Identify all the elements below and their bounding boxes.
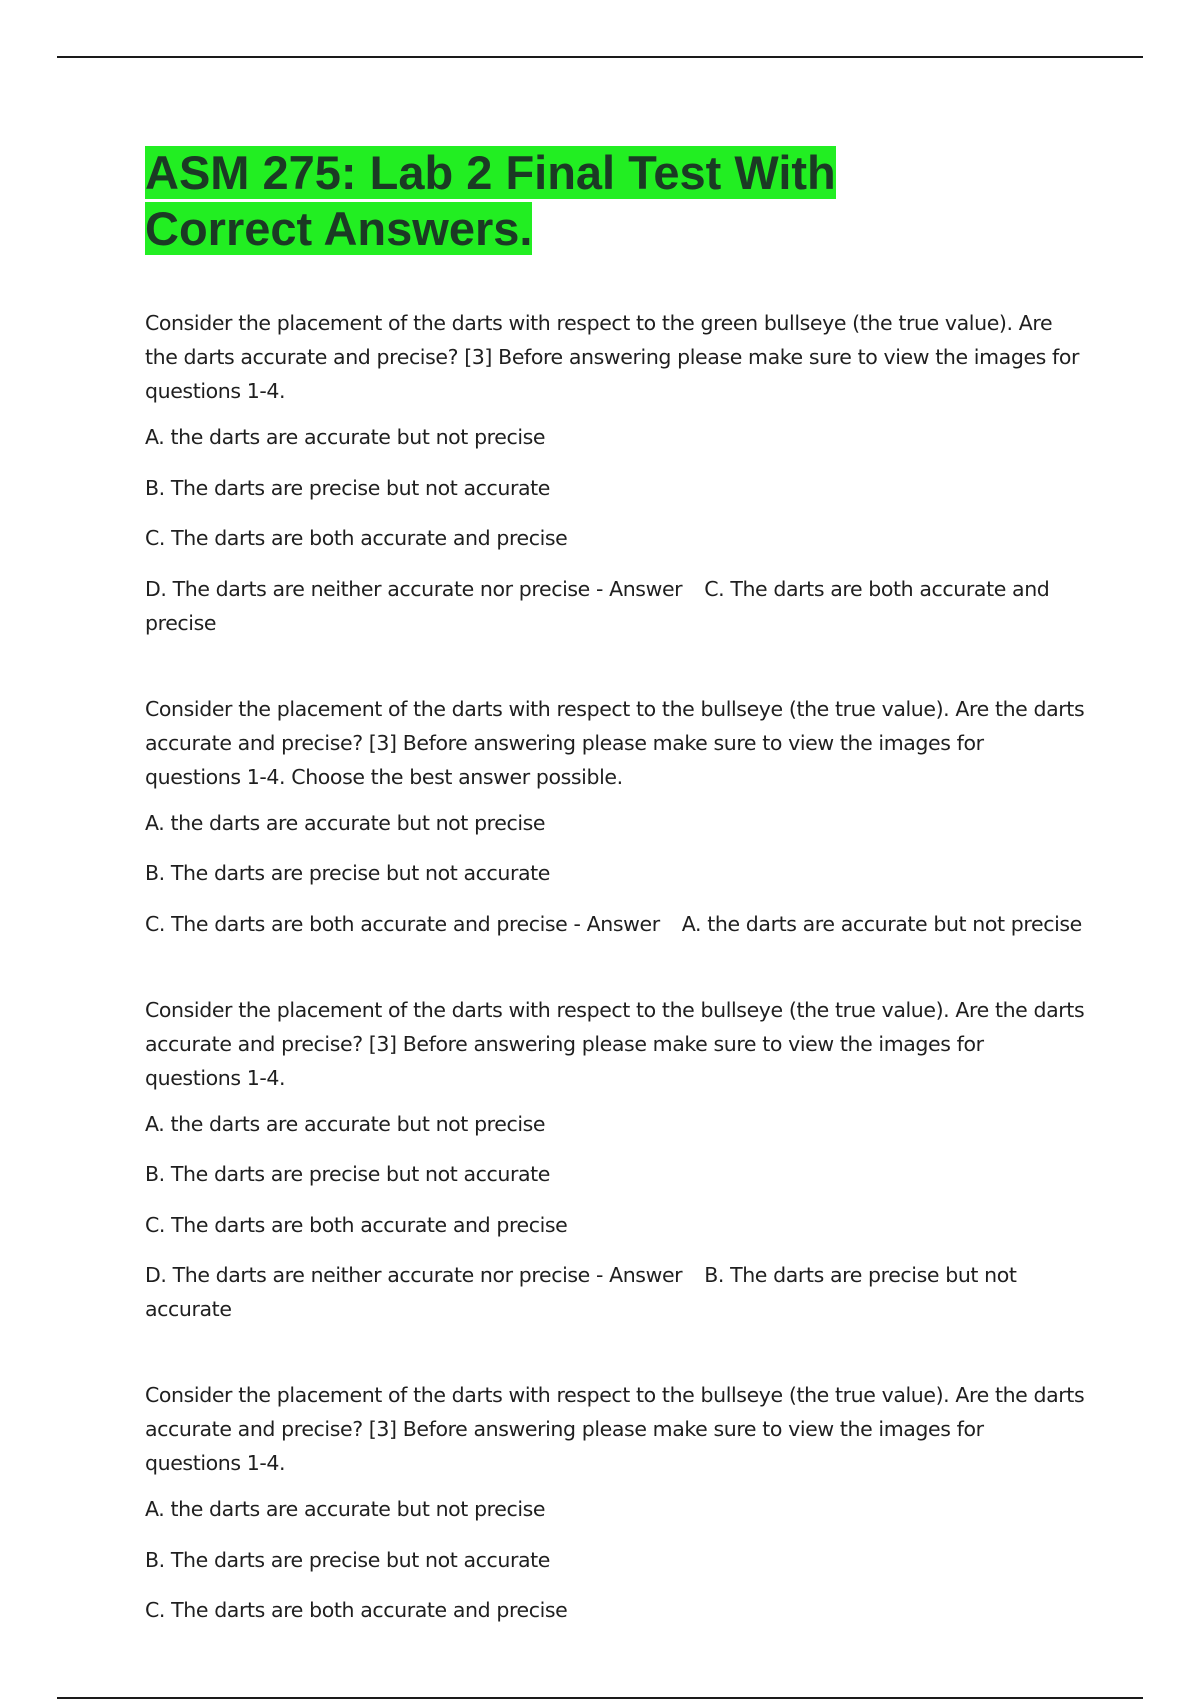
title-line-2: Correct Answers. [145, 202, 533, 255]
option-b: B. The darts are precise but not accurate [145, 1547, 551, 1572]
option-b: B. The darts are precise but not accurate [145, 861, 551, 885]
top-rule [57, 56, 1143, 58]
option-c-with-answer [145, 907, 1085, 941]
correct-answer: B. The darts are precise but not accurate [145, 1263, 1017, 1321]
question-text: Consider the placement of the darts with respect to the bullseye (the true value). Are the darts accurate and precise? [3] Before answering please make sure to view the images for questions 1-4. [145, 997, 1085, 1090]
question-text: Consider the placement of the darts with respect to the bullseye (the true value). Are the darts accurate and precise? [3] Before answering please make sure to view the images for questions 1-4. [145, 1383, 1085, 1475]
option-d-with-answer [145, 572, 1085, 640]
option-b: B. The darts are precise but not accurate [145, 1162, 551, 1186]
question-1 [145, 306, 1085, 640]
option-c: C. The darts are both accurate and precise [145, 1598, 568, 1622]
title-block [145, 145, 1085, 257]
option-d-with-answer [145, 1258, 1085, 1326]
question-3 [145, 993, 1085, 1327]
question-4 [145, 1378, 1085, 1627]
correct-answer: C. The darts are both accurate and precise [145, 576, 1050, 635]
option-c: C. The darts are both accurate and precise - Answer [145, 911, 660, 936]
option-a: A. the darts are accurate but not precise [145, 810, 546, 835]
option-b: B. The darts are precise but not accurate [145, 475, 551, 500]
question-text: Consider the placement of the darts with respect to the green bullseye (the true value). Are the darts accurate and precise? [3] Before answering please make sure to view the images for questions 1-4. [145, 311, 1080, 403]
question-2 [145, 692, 1085, 941]
option-a: A. the darts are accurate but not precise [145, 1111, 546, 1136]
option-a: A. the darts are accurate but not precise [145, 1497, 546, 1521]
document-title [145, 145, 1085, 257]
document-body [145, 145, 1085, 1679]
option-c: C. The darts are both accurate and precise [145, 1212, 568, 1237]
option-c: C. The darts are both accurate and precise [145, 526, 568, 550]
correct-answer: A. the darts are accurate but not precise [681, 911, 1082, 936]
option-a: A. the darts are accurate but not precise [145, 425, 546, 449]
question-text: Consider the placement of the darts with respect to the bullseye (the true value). Are the darts accurate and precise? [3] Before answering please make sure to view the images for questions 1-4. Choose the best answer possible. [145, 696, 1085, 789]
bottom-rule [57, 1697, 1143, 1699]
option-d: D. The darts are neither accurate nor precise - Answer [145, 1263, 683, 1287]
title-line-1: ASM 275: Lab 2 Final Test With [145, 146, 836, 199]
option-d: D. The darts are neither accurate nor precise - Answer [145, 576, 683, 601]
